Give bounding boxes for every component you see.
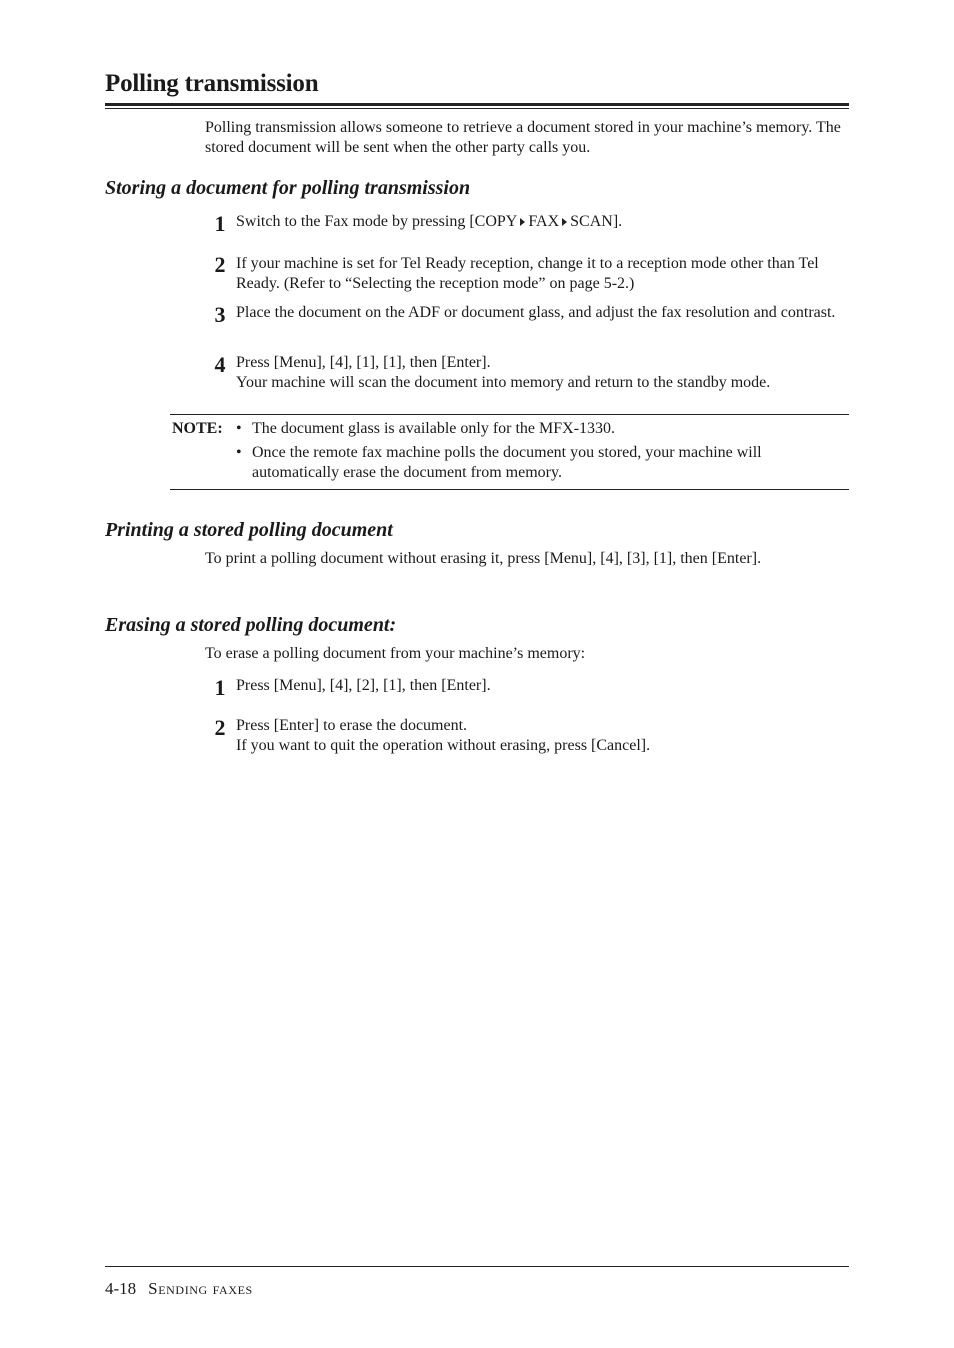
step-text [236, 353, 846, 393]
title-rule-thin [105, 108, 849, 109]
section-heading-printing: Printing a stored polling document [105, 519, 393, 541]
step-text-part: FAX [528, 213, 560, 230]
step-text [236, 716, 846, 756]
footer [105, 1279, 253, 1299]
step-number: 2 [214, 715, 226, 740]
step-text [236, 212, 846, 232]
step-text: Place the document on the ADF or document glass, and adjust the fax resolution and contrast. [236, 304, 836, 321]
note-top-rule [170, 414, 849, 415]
triangle-right-icon [520, 218, 525, 226]
title-rule-thick [105, 103, 849, 106]
note-label: NOTE: [172, 420, 223, 437]
note-item: The document glass is available only for the MFX-1330. [252, 420, 616, 437]
page-number: 4-18 [105, 1279, 137, 1298]
bullet-icon: • [236, 444, 242, 461]
step-line: Press [Enter] to erase the document. [236, 717, 468, 734]
section-text: To erase a polling document from your machine’s memory: [205, 645, 586, 662]
note-item: Once the remote fax machine polls the document you stored, your machine will automatically erase the document from memory. [252, 444, 762, 481]
note-bottom-rule [170, 489, 849, 490]
intro-paragraph: Polling transmission allows someone to retrieve a document stored in your machine’s memory. The stored document will be sent when the other party calls you. [205, 119, 841, 156]
step-text: If your machine is set for Tel Ready reception, change it to a reception mode other than Tel Ready. (Refer to “Selecting the reception mode” on page 5-2.) [236, 255, 819, 292]
step-number: 3 [214, 302, 226, 327]
triangle-right-icon [562, 218, 567, 226]
section-heading-storing: Storing a document for polling transmission [105, 177, 471, 199]
chapter-title: Sending faxes [148, 1279, 253, 1298]
step-text: Press [Menu], [4], [2], [1], then [Enter]. [236, 677, 491, 694]
step-number: 2 [214, 252, 226, 277]
step-number: 1 [214, 675, 226, 700]
step-number: 1 [214, 211, 226, 236]
step-text-part: SCAN]. [570, 213, 623, 230]
step-text-part: Switch to the Fax mode by pressing [COPY [236, 213, 518, 230]
step-number: 4 [214, 352, 226, 377]
footer-rule [105, 1266, 849, 1267]
bullet-icon: • [236, 420, 242, 437]
section-heading-erasing: Erasing a stored polling document: [105, 614, 397, 636]
step-line: Press [Menu], [4], [1], [1], then [Enter]. [236, 354, 491, 371]
section-text: To print a polling document without erasing it, press [Menu], [4], [3], [1], then [Enter]. [205, 550, 762, 567]
page-title: Polling transmission [105, 70, 319, 97]
step-line: If you want to quit the operation without erasing, press [Cancel]. [236, 737, 651, 754]
step-line: Your machine will scan the document into memory and return to the standby mode. [236, 374, 771, 391]
